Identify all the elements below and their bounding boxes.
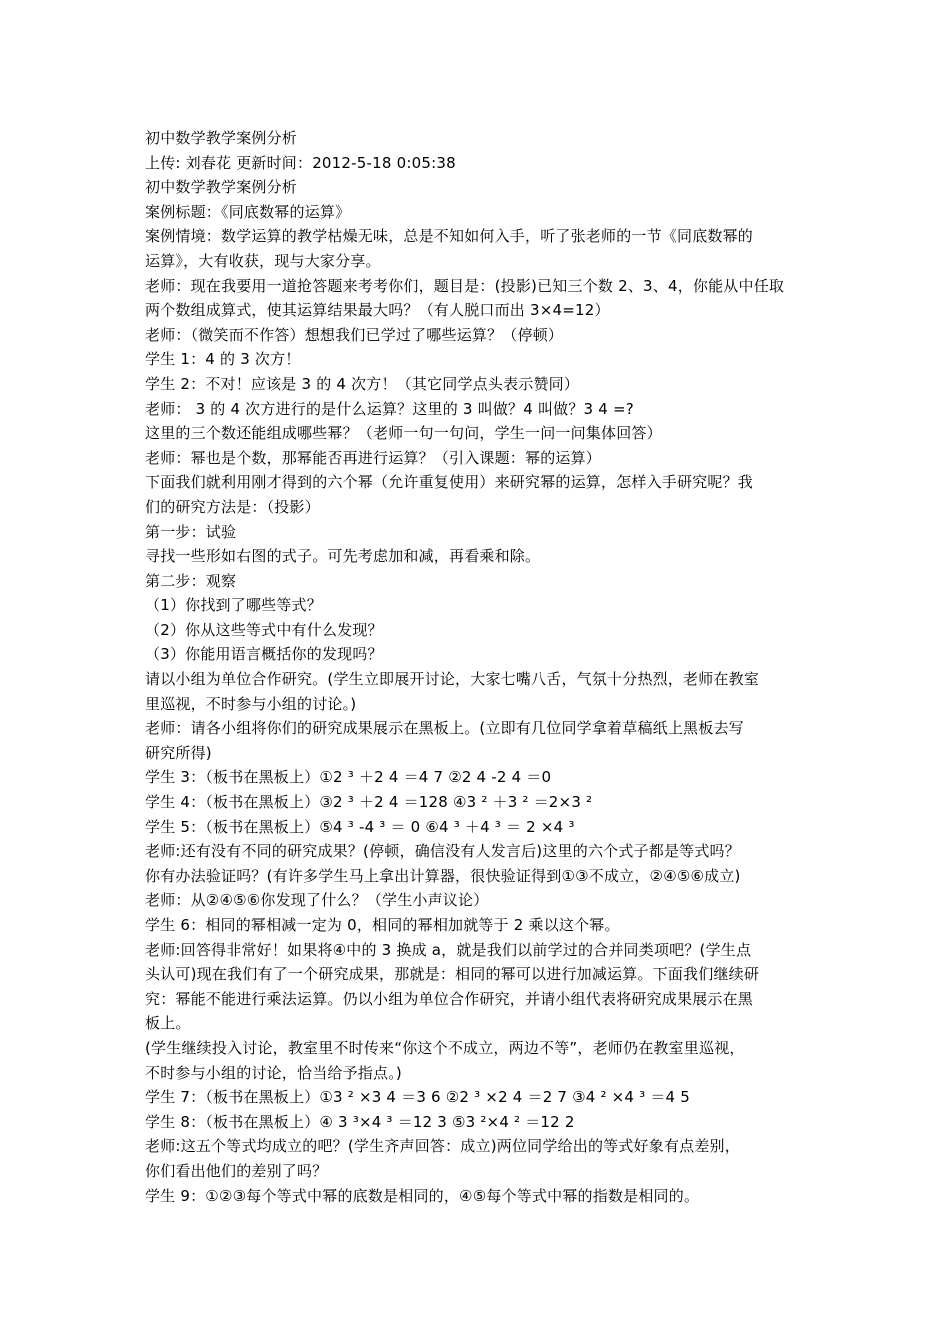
text-line: 老师：（微笑而不作答）想想我们已学过了哪些运算？（停顿）	[145, 325, 564, 344]
text-line: 这里的三个数还能组成哪些幂？（老师一句一句问，学生一问一问集体回答）	[145, 424, 662, 443]
text-line: 不时参与小组的讨论，恰当给予指点。)	[145, 1063, 402, 1082]
text-line: 老师：现在我要用一道抢答题来考考你们，题目是：(投影)已知三个数 2、3、4，你能从中任取	[145, 276, 785, 295]
question-item: （1）你找到了哪些等式？	[145, 596, 322, 615]
document-body	[145, 126, 817, 1208]
equation-line: 学生 3：（板书在黑板上）①2 ³ ＋2 4 ＝4 7 ②2 4 -2 4 ＝0	[145, 768, 552, 787]
question-item: （3）你能用语言概括你的发现吗？	[145, 645, 383, 664]
text-line: 下面我们就利用刚才得到的六个幂（允许重复使用）来研究幂的运算，怎样入手研究呢？我	[145, 473, 754, 492]
text-line: 们的研究方法是：（投影）	[145, 497, 320, 516]
text-line: 学生 2：不对！应该是 3 的 4 次方！（其它同学点头表示赞同）	[145, 374, 580, 393]
text-line: 里巡视，不时参与小组的讨论。)	[145, 694, 357, 713]
step-heading: 第二步：观察	[145, 571, 237, 590]
text-line: 学生 9：①②③每个等式中幂的底数是相同的，④⑤每个等式中幂的指数是相同的。	[145, 1186, 700, 1205]
text-line: 老师： 3 的 4 次方进行的是什么运算？这里的 3 叫做？4 叫做？3 4 =?	[145, 399, 634, 418]
text-line: 案例情境：数学运算的教学枯燥无味，总是不知如何入手，听了张老师的一节《同底数幂的	[145, 227, 754, 246]
text-line: 学生 6：相同的幂相减一定为 0，相同的幂相加就等于 2 乘以这个幂。	[145, 916, 620, 934]
text-line: 请以小组为单位合作研究。(学生立即展开讨论，大家七嘴八舌，气氛十分热烈，老师在教室	[145, 670, 760, 689]
text-line: 老师:还有没有不同的研究成果？(停顿，确信没有人发言后)这里的六个式子都是等式吗？	[145, 842, 740, 861]
upload-info: 上传: 刘春花 更新时间：2012-5-18 0:05:38	[145, 153, 456, 172]
case-title: 案例标题：《同底数幂的运算》	[145, 202, 351, 221]
text-line: 寻找一些形如右图的式子。可先考虑加和减，再看乘和除。	[145, 547, 541, 566]
text-line: 头认可)现在我们有了一个研究成果，那就是：相同的幂可以进行加减运算。下面我们继续研	[145, 965, 760, 984]
equation-line: 学生 7：（板书在黑板上）①3 ² ×3 4 ＝3 6 ②2 ³ ×2 4 ＝2 7 ③4 ² ×4 ³ ＝4 5	[145, 1088, 690, 1107]
equation-line: 学生 8：（板书在黑板上）④ 3 ³×4 ³ ＝12 3 ⑤3 ²×4 ² ＝12 2	[145, 1112, 575, 1131]
text-line: 你有办法验证吗？(有许多学生马上拿出计算器，很快验证得到①③不成立，②④⑤⑥成立)	[145, 866, 741, 885]
question-item: （2）你从这些等式中有什么发现？	[145, 620, 383, 639]
text-line: 老师：从②④⑤⑥你发现了什么？（学生小声议论）	[145, 891, 489, 910]
equation-line: 学生 4：（板书在黑板上）③2 ³ ＋2 4 ＝128 ④3 ² ＋3 ² ＝2×3 ²	[145, 793, 593, 812]
text-line: 你们看出他们的差别了吗？	[145, 1161, 328, 1180]
text-line: 老师:这五个等式均成立的吧？(学生齐声回答：成立)两位同学给出的等式好象有点差别，	[145, 1137, 740, 1156]
equation-line: 学生 5：（板书在黑板上）⑤4 ³ -4 ³ ＝ 0 ⑥4 ³ ＋4 ³ ＝ 2 ×4 ³	[145, 817, 575, 836]
text-line: 板上。	[145, 1014, 191, 1033]
text-line: (学生继续投入讨论，教室里不时传来“你这个不成立，两边不等”，老师仍在教室里巡视，	[145, 1038, 745, 1057]
text-line: 研究所得)	[145, 743, 212, 762]
text-line: 老师:回答得非常好！如果将④中的 3 换成 a，就是我们以前学过的合并同类项吧？(学生点	[145, 940, 752, 959]
text-line: 老师：请各小组将你们的研究成果展示在黑板上。(立即有几位同学拿着草稿纸上黑板去写	[145, 719, 744, 738]
text-line: 学生 1：4 的 3 次方！	[145, 350, 301, 369]
article-title: 初中数学教学案例分析	[145, 129, 298, 147]
step-heading: 第一步：试验	[145, 522, 237, 541]
article-heading: 初中数学教学案例分析	[145, 178, 298, 197]
text-line: 运算》，大有收获，现与大家分享。	[145, 251, 381, 270]
text-line: 老师：幂也是个数，那幂能否再进行运算？（引入课题：幂的运算）	[145, 448, 602, 467]
text-line: 究：幂能不能进行乘法运算。仍以小组为单位合作研究，并请小组代表将研究成果展示在黑	[145, 989, 754, 1008]
text-line: 两个数组成算式，使其运算结果最大吗？（有人脱口而出 3×4=12）	[145, 301, 610, 320]
